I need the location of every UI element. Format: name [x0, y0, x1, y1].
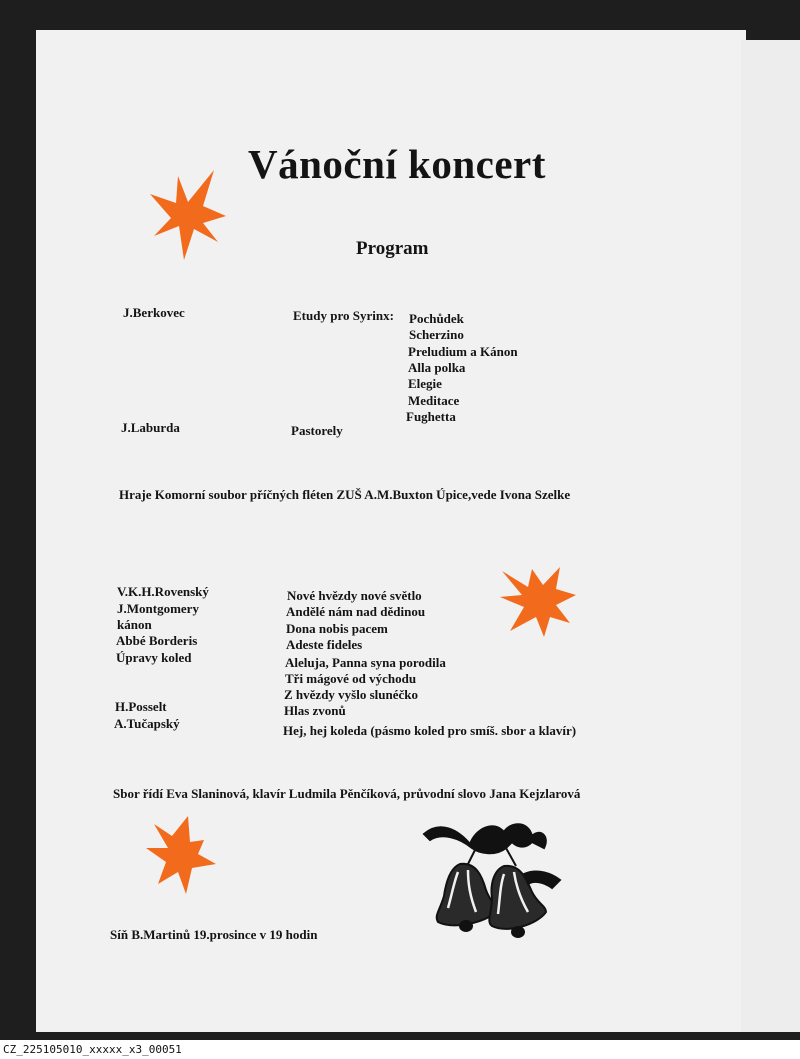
composer-name: H.Posselt: [115, 699, 167, 714]
song-title: Hlas zvonů: [284, 703, 346, 718]
performers-line: Hraje Komorní soubor příčných fléten ZUŠ A.M.Buxton Úpice,vede Ivona Szelke: [119, 487, 571, 502]
movement-title: Scherzino: [409, 327, 464, 342]
composer-name: J.Montgomery: [117, 601, 199, 616]
composer-name: kánon: [117, 617, 152, 632]
song-title: Tři mágové od východu: [285, 671, 417, 686]
composer-name: Abbé Borderis: [116, 633, 198, 648]
movement-title: Pochůdek: [409, 311, 464, 326]
song-title: Andělé nám nad dědinou: [286, 604, 426, 619]
song-title: Z hvězdy vyšlo slunéčko: [284, 687, 418, 702]
archive-caption: CZ_225105010_xxxxx_x3_00051: [3, 1043, 182, 1056]
star-icon: [498, 565, 582, 641]
next-page-edge: [741, 40, 800, 1032]
song-title: Dona nobis pacem: [286, 621, 388, 636]
song-title: Adeste fideles: [286, 637, 363, 652]
composer-name: J.Laburda: [121, 420, 180, 435]
program-heading: Program: [356, 238, 429, 259]
composer-name: J.Berkovec: [123, 305, 185, 320]
movement-title: Fughetta: [406, 409, 456, 424]
movement-title: Preludium a Kánon: [408, 344, 518, 359]
movement-title: Elegie: [408, 376, 442, 391]
composer-name: Úpravy koled: [116, 650, 192, 665]
star-icon: [148, 166, 228, 262]
song-title: Hej, hej koleda (pásmo koled pro smíš. sbor a klavír): [283, 723, 577, 738]
performers-line: Sbor řídí Eva Slaninová, klavír Ludmila Pěnčíková, průvodní slovo Jana Kejzlarová: [113, 786, 581, 801]
composer-name: V.K.H.Rovenský: [117, 584, 209, 599]
venue-date: Síň B.Martinů 19.prosince v 19 hodin: [110, 927, 318, 942]
star-icon: [144, 814, 220, 896]
concert-title: Vánoční koncert: [248, 141, 546, 187]
movement-title: Meditace: [408, 393, 460, 408]
work-title: Etudy pro Syrinx:: [293, 308, 394, 323]
bells-icon: [420, 818, 565, 943]
movement-title: Alla polka: [408, 360, 466, 375]
song-title: Nové hvězdy nové světlo: [287, 588, 422, 603]
composer-name: A.Tučapský: [114, 716, 180, 731]
work-title: Pastorely: [291, 423, 343, 438]
song-title: Aleluja, Panna syna porodila: [285, 655, 446, 670]
